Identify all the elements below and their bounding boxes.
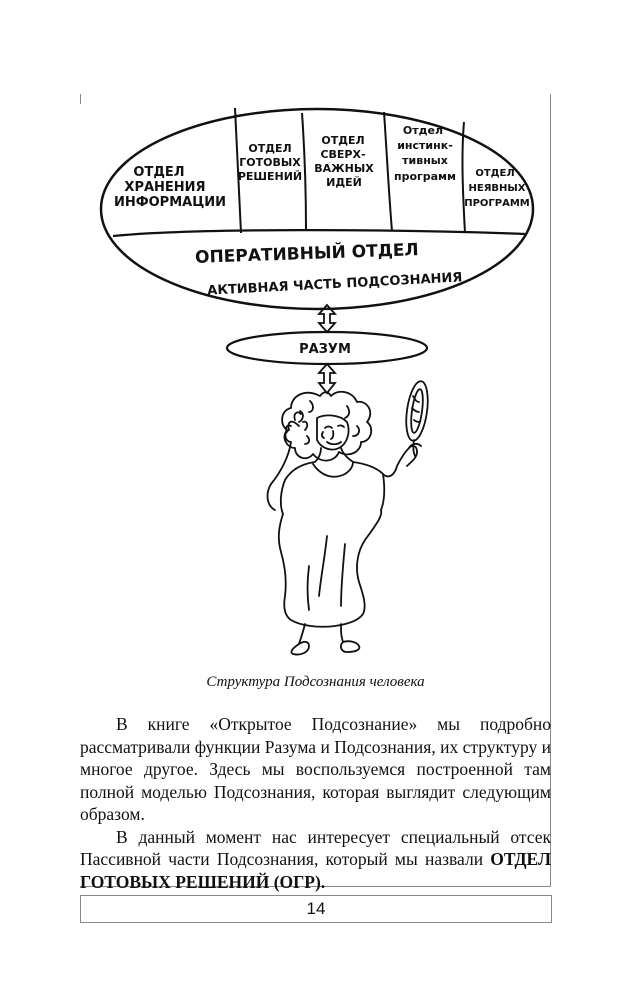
mind-label: РАЗУМ [299, 342, 351, 357]
ready-line-2: ГОТОВЫХ [239, 156, 301, 169]
instinct-line-2: инстинк- [397, 139, 453, 152]
ready-line-1: ОТДЕЛ [248, 142, 292, 155]
oval-divider [113, 230, 525, 236]
super-line-4: ИДЕЙ [326, 176, 362, 189]
frame-tick [80, 94, 81, 104]
figure-caption: Структура Подсознания человека [206, 674, 425, 690]
implicit-line-3: ПРОГРАММ [464, 198, 530, 209]
paragraph-1: В книге «Открытое Подсознание» мы подробно рассматривали функции Разума и Подсознания, их структуру и многое другое. Здесь мы воспользуемся построенной там полной моделью Подсознания, которая выглядит следующим образом. [80, 714, 551, 824]
diagram-svg [95, 96, 545, 656]
ready-line-3: РЕШЕНИЙ [237, 170, 303, 183]
storage-line-3: ИНФОРМАЦИИ [113, 195, 227, 210]
super-line-2: СВЕРХ- [320, 148, 366, 161]
implicit-line-2: НЕЯВНЫХ [468, 183, 526, 194]
lower-double-arrow [319, 364, 335, 393]
storage-line-1: ОТДЕЛ [133, 165, 185, 180]
page-number-box [80, 895, 552, 923]
subconscious-diagram [95, 96, 545, 656]
operative-department: ОПЕРАТИВНЫЙ ОТДЕЛ [194, 240, 419, 268]
paragraph-2-bold: ОТДЕЛ ГОТОВЫХ РЕШЕНИЙ (ОГР). [80, 849, 551, 892]
woman-illustration [268, 380, 432, 655]
divider-4 [462, 122, 465, 233]
paragraph-2 [80, 826, 551, 894]
super-line-1: ОТДЕЛ [321, 134, 365, 147]
active-part-label: АКТИВНАЯ ЧАСТЬ ПОДСОЗНАНИЯ [206, 270, 463, 299]
divider-3 [384, 112, 392, 231]
super-line-3: ВАЖНЫХ [314, 162, 374, 175]
instinct-line-4: программ [393, 170, 457, 183]
body-text [80, 713, 551, 893]
instinct-line-3: тивных [402, 154, 448, 167]
storage-line-2: ХРАНЕНИЯ [124, 180, 206, 195]
instinct-line-1: Отдел [402, 124, 444, 137]
paragraph-2-text: В данный момент нас интересует специальный отсек Пассивной части Подсознания, который мы назвали [80, 826, 551, 869]
divider-2 [302, 113, 306, 230]
page-number: 14 [306, 899, 326, 918]
implicit-line-1: ОТДЕЛ [475, 168, 515, 179]
